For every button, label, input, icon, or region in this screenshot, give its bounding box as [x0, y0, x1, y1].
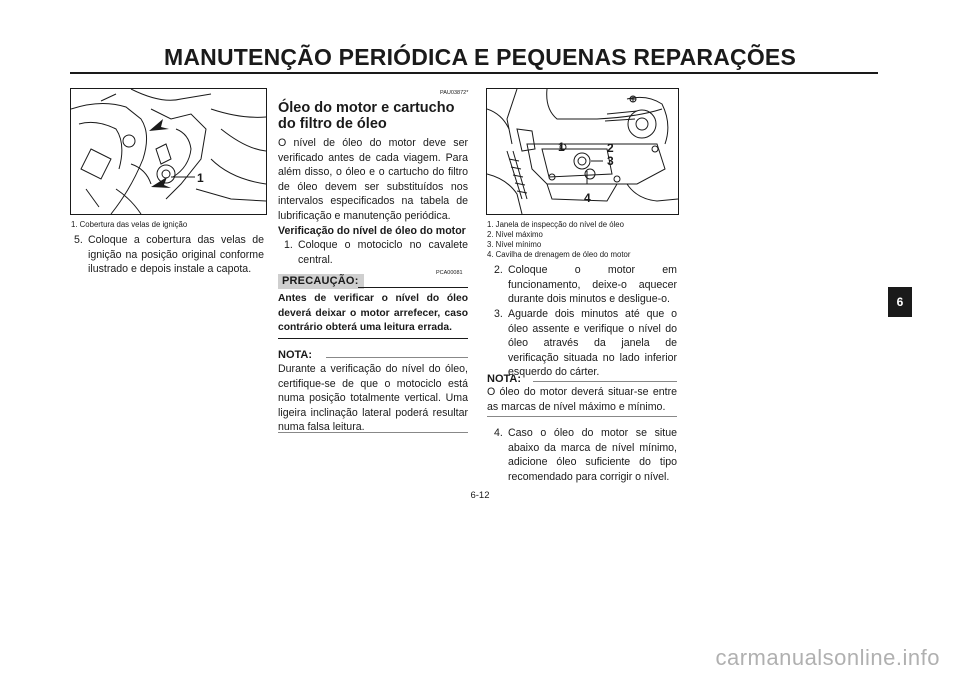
caption-item: 1. Cobertura das velas de ignição: [71, 220, 188, 229]
step-text: Coloque o motor em funcionamento, deixe-o aquecer durante dois minutos e desligue-o.: [508, 264, 677, 306]
engine-illustration-right: [487, 89, 678, 214]
page-title: MANUTENÇÃO PERIÓDICA E PEQUENAS REPARAÇÕES: [163, 44, 797, 70]
step-4: [494, 426, 677, 484]
oil-level-figure: [486, 88, 679, 215]
section-code: PAU03872*: [440, 90, 469, 96]
caution-code: PCA00081: [436, 270, 463, 276]
step-text: Aguarde dois minutos até que o óleo assente e verifique o nível do óleo através da janela de verificação situada no lado inferior esquerdo do cárter.: [508, 308, 677, 379]
section-title: Óleo do motor e cartucho do filtro de óleo: [278, 100, 455, 132]
chapter-tab: 6: [888, 287, 912, 317]
section-intro: O nível de óleo do motor deve ser verificado antes de cada viagem. Para além disso, o óleo e o cartucho do filtro de óleo devem ser substituídos nos intervalos especificados na tabela de lubrificação e manutenção periódica.: [278, 137, 468, 222]
step-text: Coloque o motociclo no cavalete central.: [298, 239, 468, 266]
note-label: NOTA:: [487, 373, 522, 385]
step-1: [284, 238, 468, 267]
step-number: 5.: [74, 234, 83, 246]
note-rule-top: [326, 357, 468, 358]
right-figure-caption: [487, 220, 630, 260]
subheading: Verificação do nível de óleo do motor: [278, 225, 466, 237]
engine-illustration-left: [71, 89, 266, 214]
step-2: [494, 263, 677, 307]
left-figure-caption: [71, 220, 187, 230]
figure-callout-2: 2: [607, 141, 614, 155]
note-rule-bottom: [487, 416, 677, 417]
step-number: 3.: [494, 308, 503, 320]
spark-plug-cover-figure: [70, 88, 267, 215]
note-text: O óleo do motor deverá situar-se entre as marcas de nível máximo e mínimo.: [487, 386, 677, 413]
caution-badge: PRECAUÇÃO:: [278, 274, 364, 289]
step-5: [74, 233, 264, 277]
caption-item: 3. Nível mínimo: [487, 240, 542, 249]
watermark: carmanualsonline.info: [715, 645, 940, 670]
note-label: NOTA:: [278, 349, 313, 361]
page-number: 6-12: [470, 490, 490, 501]
note-rule-top: [533, 381, 677, 382]
step-text: Caso o óleo do motor se situe abaixo da marca de nível mínimo, adicione óleo suficiente do tipo recomendado para corrigir o nível.: [508, 427, 677, 483]
caption-item: 4. Cavilha de drenagem de óleo do motor: [487, 250, 631, 259]
note-text: Durante a verificação do nível do óleo, certifique-se de que o motociclo está numa posição totalmente vertical. Uma ligeira inclinação lateral poderá resultar numa falsa leitura.: [278, 363, 468, 434]
step-number: 4.: [494, 427, 503, 439]
caption-item: 1. Janela de inspecção do nível de óleo: [487, 220, 624, 229]
step-number: 1.: [284, 239, 293, 251]
step-text: Coloque a cobertura das velas de ignição na posição original conforme ilustrado e depois instale a capota.: [88, 234, 264, 276]
figure-callout-1: 1: [558, 140, 565, 154]
caution-text: Antes de verificar o nível do óleo deverá deixar o motor arrefecer, caso contrário obterá uma leitura errada.: [278, 293, 468, 334]
step-number: 2.: [494, 264, 503, 276]
note-rule-bottom: [278, 432, 468, 433]
title-rule: [70, 72, 878, 74]
caution-rule-top: [358, 287, 468, 288]
figure-callout-1: 1: [197, 171, 204, 185]
caption-item: 2. Nível máximo: [487, 230, 543, 239]
figure-callout-4: 4: [584, 191, 591, 205]
caution-rule-bottom: [278, 338, 468, 339]
step-3: [494, 307, 677, 380]
figure-callout-3: 3: [607, 154, 614, 168]
